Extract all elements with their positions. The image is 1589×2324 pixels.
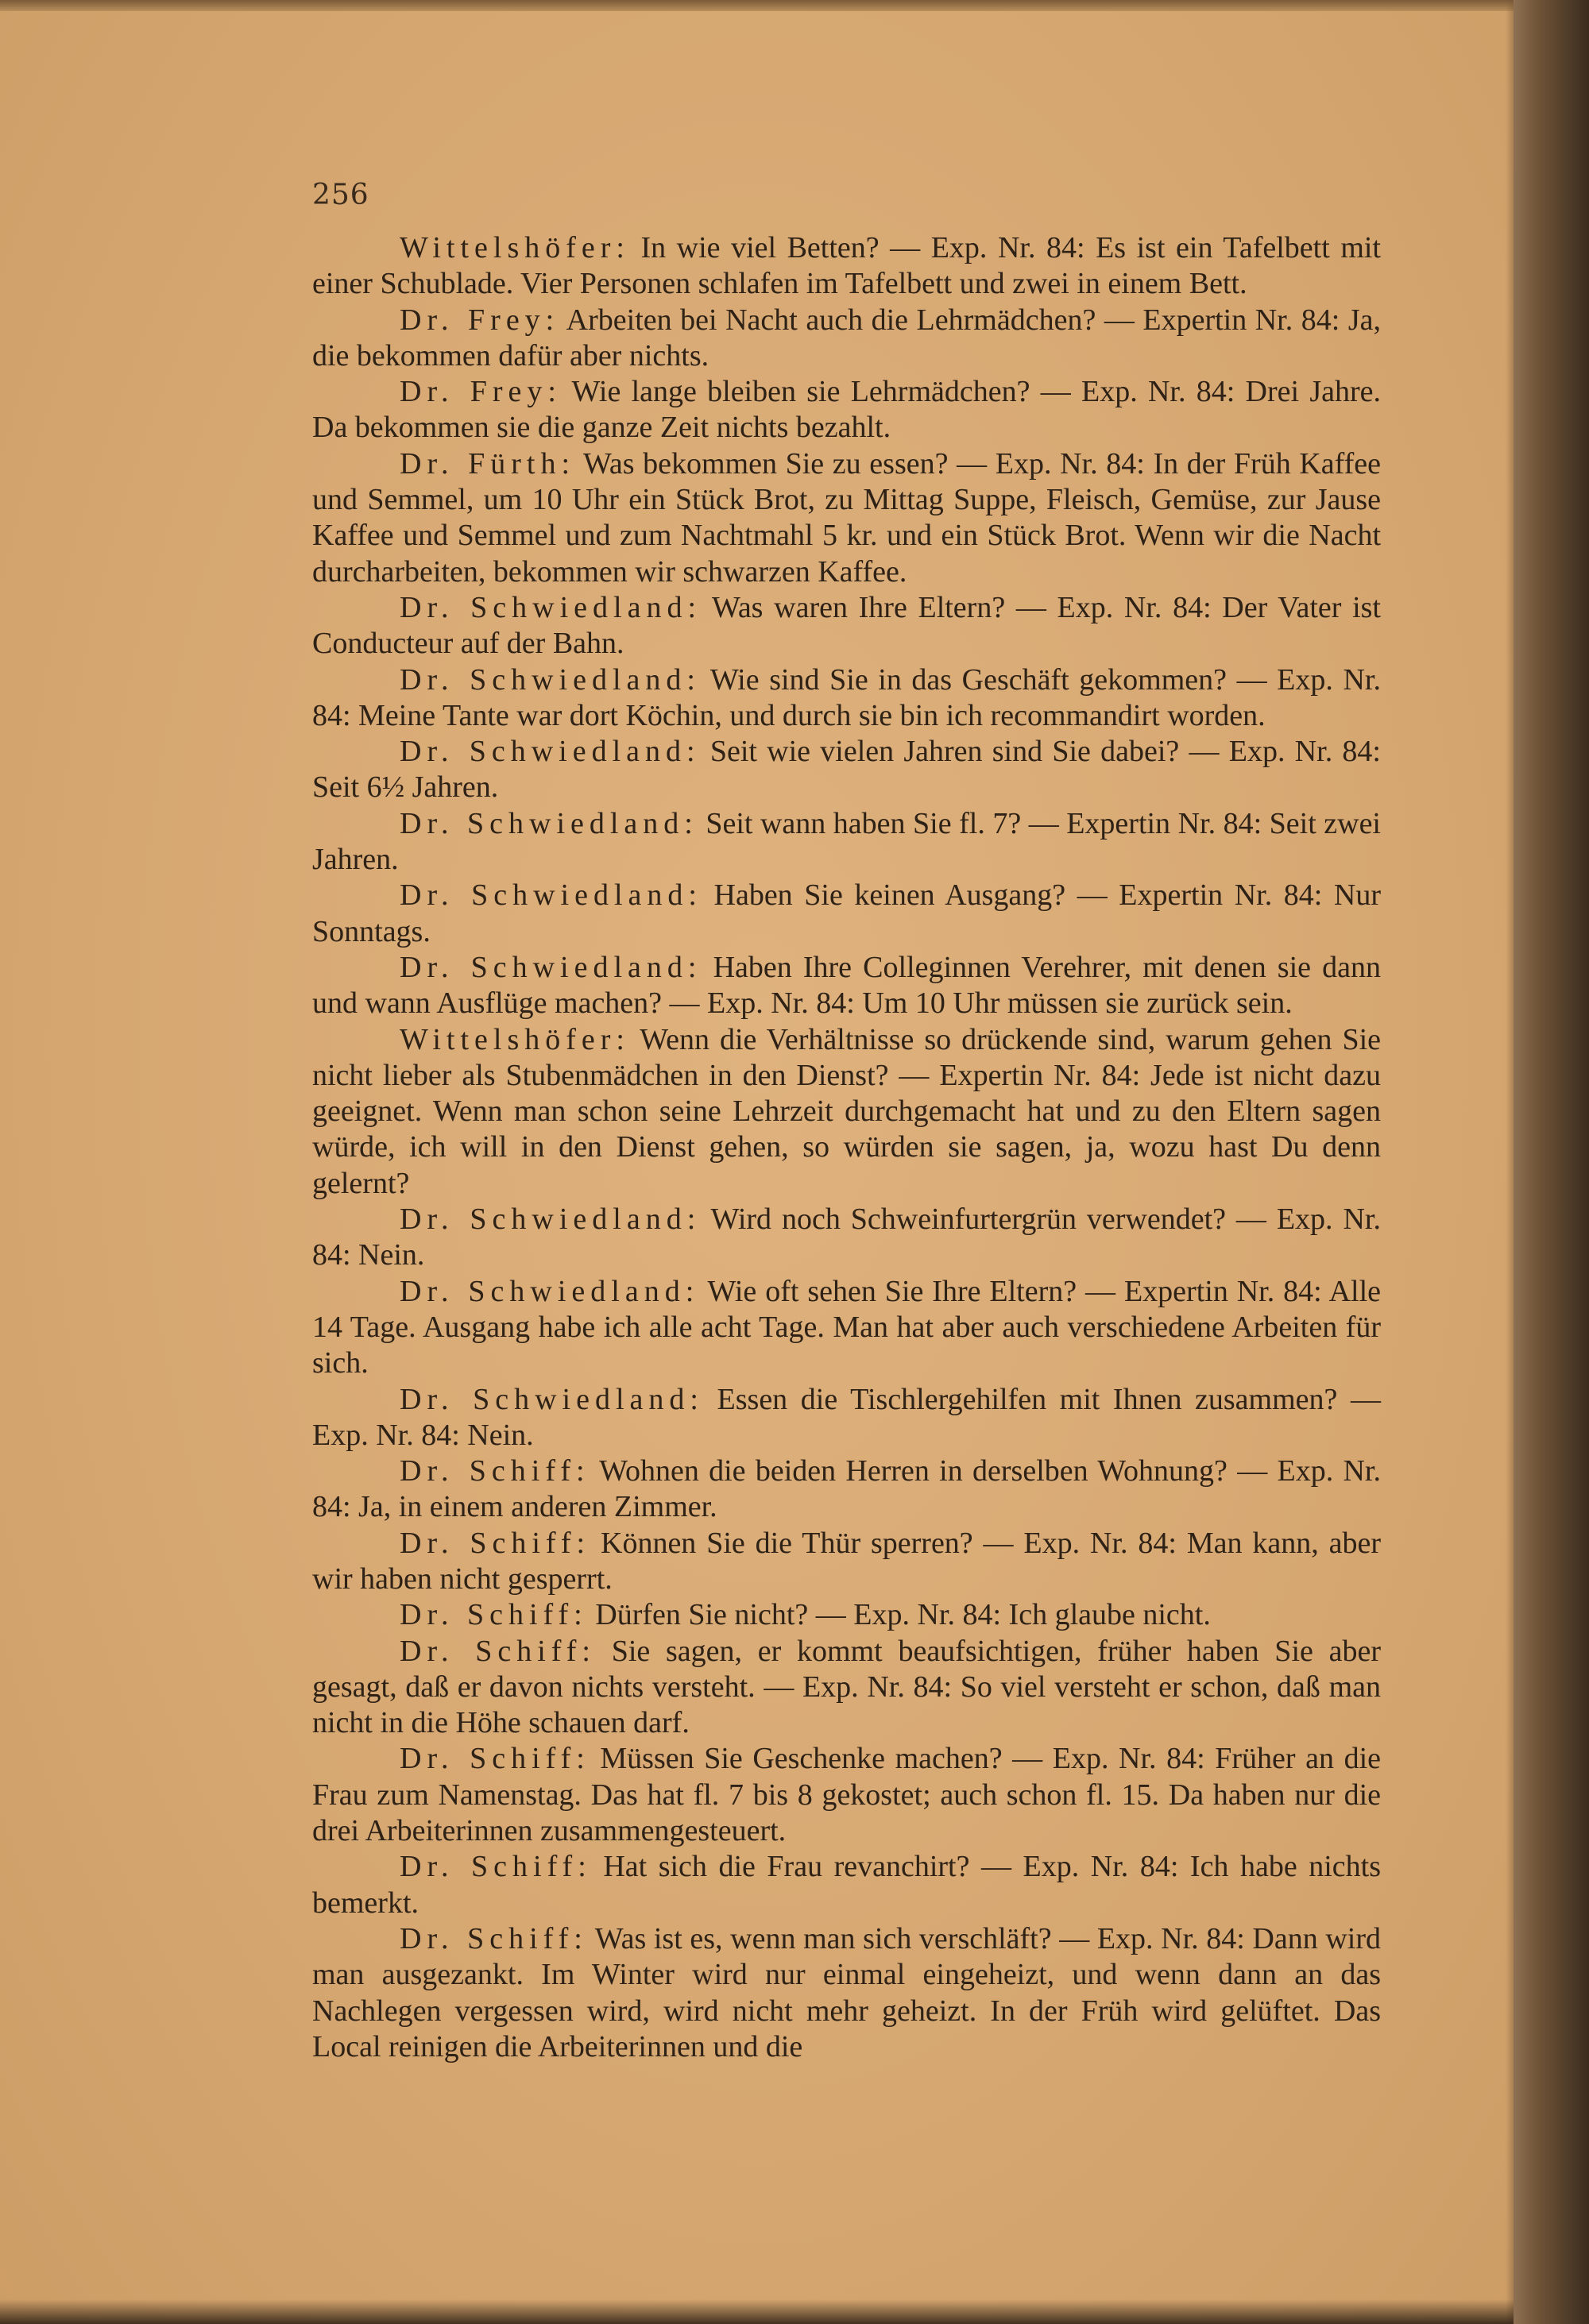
paragraph-text: Wie sind Sie in das Geschäft gekommen? — Exp. Nr. 84: Meine Tante war dort Köchin, und durch sie bin ich recommandirt worden. <box>312 662 1381 732</box>
paragraph <box>312 374 1381 446</box>
paragraph-text: Dürfen Sie nicht? — Exp. Nr. 84: Ich glaube nicht. <box>587 1598 1211 1632</box>
speaker-name: Dr. Fürth: <box>400 446 576 481</box>
paragraph <box>312 806 1381 878</box>
speaker-name: Dr. Schiff: <box>400 1742 590 1776</box>
speaker-name: Dr. Schwiedland: <box>400 662 701 697</box>
paragraph <box>312 950 1381 1022</box>
speaker-name: Wittelshöfer: <box>400 1022 630 1056</box>
speaker-name: Dr. Schiff: <box>400 1634 596 1668</box>
speaker-name: Dr. Schiff: <box>400 1921 588 1955</box>
paragraph <box>312 878 1381 950</box>
paragraph-text: Wohnen die beiden Herren in derselben Wohnung? — Exp. Nr. 84: Ja, in einem anderen Zimmer. <box>312 1454 1381 1524</box>
speaker-name: Dr. Schiff: <box>400 1598 588 1632</box>
paragraph <box>312 1597 1381 1633</box>
page-top-edge <box>0 0 1514 11</box>
paragraph-text: Müssen Sie Geschenke machen? — Exp. Nr. 84: Früher an die Frau zum Namenstag. Das hat fl. 7 bis 8 gekostet; auch schon fl. 15. Da haben nur die drei Arbeiterinnen zusammengesteuert. <box>312 1742 1381 1848</box>
paragraph-text: Hat sich die Frau revanchirt? — Exp. Nr. 84: Ich habe nichts bemerkt. <box>312 1850 1381 1920</box>
paragraph-text: Wird noch Schweinfurtergrün verwendet? — Exp. Nr. 84: Nein. <box>312 1203 1381 1272</box>
page-bottom-edge <box>0 2299 1514 2324</box>
paragraph <box>312 1921 1381 2065</box>
paragraph <box>312 1634 1381 1742</box>
paragraph-text: Seit wie vielen Jahren sind Sie dabei? — Exp. Nr. 84: Seit 6½ Jahren. <box>312 735 1381 805</box>
paragraph-text: In wie viel Betten? — Exp. Nr. 84: Es ist ein Tafelbett mit einer Schublade. Vier Personen schlafen im Tafelbett und zwei in einem Bett. <box>312 231 1381 301</box>
paragraph-text: Essen die Tischlergehilfen mit Ihnen zusammen? — Exp. Nr. 84: Nein. <box>312 1382 1381 1452</box>
paragraph <box>312 446 1381 590</box>
paragraph-text: Was bekommen Sie zu essen? — Exp. Nr. 84: In der Früh Kaffee und Semmel, um 10 Uhr ein Stück Brot, zu Mittag Suppe, Fleisch, Gemüse, zur Jause Kaffee und Semmel und zum Nachtmahl 5 kr. und ein Stück Brot. Wenn wir die Nacht durcharbeiten, bekommen wir schwarzen Kaffee. <box>312 446 1381 589</box>
paragraph-text: Haben Sie keinen Ausgang? — Expertin Nr. 84: Nur Sonntags. <box>312 878 1382 948</box>
paragraph <box>312 1526 1381 1598</box>
speaker-name: Dr. Schiff: <box>400 1850 592 1884</box>
paragraph <box>312 662 1381 735</box>
speaker-name: Dr. Schwiedland: <box>400 950 702 984</box>
paragraph <box>312 230 1381 303</box>
page-number: 256 <box>312 179 369 211</box>
paragraph-text: Sie sagen, er kommt beaufsichtigen, früher haben Sie aber gesagt, daß er davon nichts versteht. — Exp. Nr. 84: So viel versteht er schon, daß man nicht in die Höhe schauen darf. <box>312 1634 1381 1740</box>
speaker-name: Dr. Schwiedland: <box>400 878 702 913</box>
paragraph-text: Was waren Ihre Eltern? — Exp. Nr. 84: Der Vater ist Conducteur auf der Bahn. <box>312 590 1381 661</box>
paragraph-text: Was ist es, wenn man sich verschläft? — Exp. Nr. 84: Dann wird man ausgezankt. Im Winter wird nur einmal eingeheizt, und wenn dann an das Nachlegen vergessen wird, wird nicht mehr geheizt. In der Früh wird gelüftet. Das Local reinigen die Arbeiterinnen und die <box>312 1921 1381 2063</box>
speaker-name: Dr. Schiff: <box>400 1454 590 1488</box>
paragraph <box>312 1741 1381 1849</box>
paragraph <box>312 1202 1381 1274</box>
speaker-name: Dr. Schwiedland: <box>400 735 701 769</box>
speaker-name: Dr. Schiff: <box>400 1526 591 1560</box>
paragraph-text: Wie oft sehen Sie Ihre Eltern? — Expertin Nr. 84: Alle 14 Tage. Ausgang habe ich alle acht Tage. Man hat aber auch verschiedene Arbeiten für sich. <box>312 1274 1381 1380</box>
paragraph-text: Wenn die Verhältnisse so drückende sind, warum gehen Sie nicht lieber als Stubenmädchen in den Dienst? — Expertin Nr. 84: Jede ist nicht dazu geeignet. Wenn man schon seine Lehrzeit durchgemacht hat und zu den Eltern sagen würde, ich will in den Dienst gehen, so würden sie sagen, ja, wozu hast Du denn gelernt? <box>312 1022 1381 1200</box>
speaker-name: Dr. Frey: <box>400 303 560 337</box>
paragraph <box>312 1274 1381 1382</box>
speaker-name: Dr. Schwiedland: <box>400 806 698 840</box>
body-text <box>312 230 1381 2065</box>
paragraph <box>312 734 1381 806</box>
paragraph-text: Können Sie die Thür sperren? — Exp. Nr. 84: Man kann, aber wir haben nicht gesperrt. <box>312 1526 1381 1596</box>
speaker-name: Dr. Schwiedland: <box>400 1382 704 1416</box>
book-binding-gutter <box>1514 0 1589 2324</box>
paragraph-text: Wie lange bleiben sie Lehrmädchen? — Exp. Nr. 84: Drei Jahre. Da bekommen sie die ganze Zeit nichts bezahlt. <box>312 375 1382 445</box>
paragraph <box>312 1382 1381 1454</box>
speaker-name: Dr. Schwiedland: <box>400 590 702 624</box>
speaker-name: Dr. Schwiedland: <box>400 1203 702 1237</box>
paragraph <box>312 303 1381 375</box>
paragraph-text: Seit wann haben Sie fl. 7? — Expertin Nr. 84: Seit zwei Jahren. <box>312 806 1381 877</box>
speaker-name: Wittelshöfer: <box>400 231 630 264</box>
paragraph <box>312 1022 1381 1202</box>
paragraph <box>312 1453 1381 1526</box>
paragraph-text: Haben Ihre Colleginnen Verehrer, mit denen sie dann und wann Ausflüge machen? — Exp. Nr. 84: Um 10 Uhr müssen sie zurück sein. <box>312 950 1381 1021</box>
paragraph <box>312 590 1381 662</box>
speaker-name: Dr. Schwiedland: <box>400 1274 700 1308</box>
paragraph <box>312 1849 1381 1921</box>
speaker-name: Dr. Frey: <box>400 375 562 409</box>
paragraph-text: Arbeiten bei Nacht auch die Lehrmädchen? — Expertin Nr. 84: Ja, die bekommen dafür aber nichts. <box>312 303 1381 373</box>
